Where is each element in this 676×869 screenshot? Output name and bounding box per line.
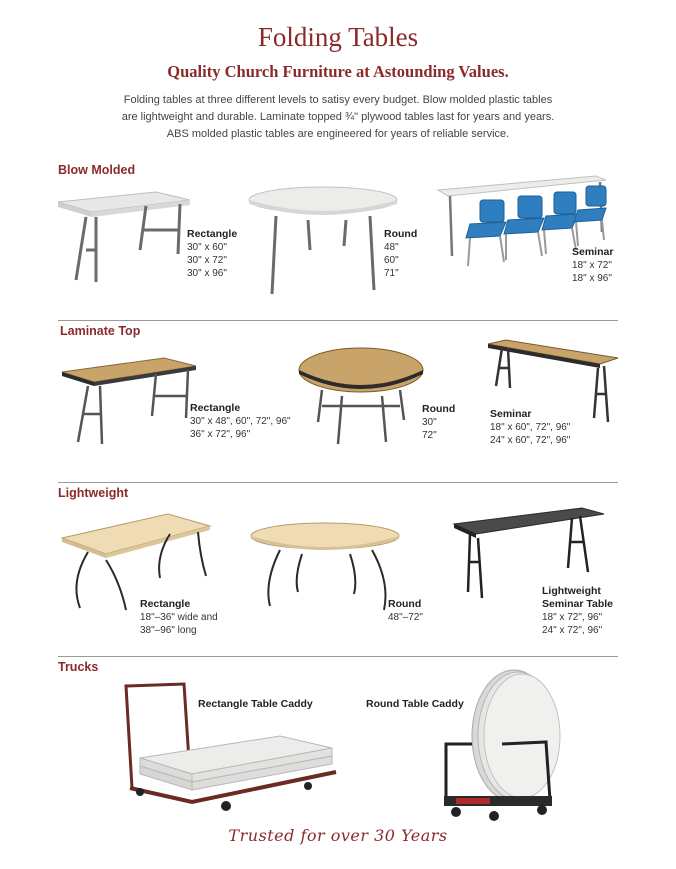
laminate-seminar-size-1: 18" x 60", 72", 96": [490, 422, 571, 433]
lightweight-seminar-size-2: 24" x 72", 96": [542, 625, 603, 636]
blow-molded-seminar-label: [572, 246, 613, 285]
lightweight-seminar-size-1: 18" x 72", 96": [542, 612, 603, 623]
laminate-seminar-name: Seminar: [490, 408, 532, 420]
page-title: Folding Tables: [257, 22, 419, 52]
laminate-rectangle-size-1: 30" x 48", 60", 72", 96": [190, 416, 291, 427]
lightweight-seminar-name-line-2: Seminar Table: [542, 598, 613, 610]
blow-molded-rectangle-size-3: 30" x 96": [187, 268, 227, 279]
lightweight-round-table-image: [250, 522, 400, 614]
intro-line-2: are lightweight and durable. Laminate topped ¾" plywood tables last for years and years.: [121, 111, 555, 123]
blow-molded-rectangle-label: [187, 228, 237, 280]
lightweight-rectangle-size-1: 18"–36" wide and: [140, 612, 218, 623]
lightweight-round-label: [388, 598, 423, 624]
blow-molded-seminar-name: Seminar: [572, 246, 614, 258]
laminate-rectangle-label: [190, 402, 291, 441]
blow-molded-round-size-1: 48": [384, 242, 399, 253]
blow-molded-rectangle-name: Rectangle: [187, 228, 238, 240]
laminate-round-size-1: 30": [422, 417, 437, 428]
blow-molded-seminar-size-1: 18" x 72": [572, 260, 612, 271]
lightweight-round-name: Round: [388, 598, 422, 610]
lightweight-seminar-label: [542, 585, 613, 637]
round-table-caddy-image: [442, 670, 560, 822]
lightweight-rectangle-label: [140, 598, 218, 637]
laminate-round-label: [422, 403, 455, 442]
blow-molded-rectangle-size-2: 30" x 72": [187, 255, 227, 266]
blow-molded-rectangle-size-1: 30" x 60": [187, 242, 227, 253]
laminate-round-table-image: [298, 346, 424, 450]
lightweight-round-size-1: 48"–72": [388, 612, 423, 623]
section-heading-lightweight: Lightweight: [58, 486, 129, 500]
lightweight-rectangle-size-2: 38"–96" long: [140, 625, 197, 636]
lightweight-rectangle-name: Rectangle: [140, 598, 191, 610]
blow-molded-round-table-image: [248, 186, 400, 296]
blow-molded-rectangle-table-image: [56, 190, 196, 290]
footer-tagline: Trusted for over 30 Years: [228, 826, 448, 845]
blow-molded-round-name: Round: [384, 228, 418, 240]
blow-molded-round-label: [384, 228, 417, 280]
laminate-seminar-size-2: 24" x 60", 72", 96": [490, 435, 571, 446]
section-divider-2: [58, 482, 618, 483]
page-subtitle: Quality Church Furniture at Astounding Values.: [167, 62, 509, 81]
laminate-round-name: Round: [422, 403, 456, 415]
intro-line-1: Folding tables at three different levels to satisy every budget. Blow molded plastic tables: [123, 94, 553, 106]
blow-molded-round-size-2: 60": [384, 255, 399, 266]
intro-line-3: ABS molded plastic tables are engineered for years of reliable service.: [166, 128, 510, 140]
round-table-caddy-label: Round Table Caddy: [366, 698, 464, 710]
section-heading-blow-molded: Blow Molded: [58, 163, 136, 177]
section-divider-1: [58, 320, 618, 321]
rectangle-table-caddy-label: Rectangle Table Caddy: [198, 698, 313, 710]
laminate-rectangle-table-image: [60, 356, 202, 448]
laminate-rectangle-name: Rectangle: [190, 402, 241, 414]
section-heading-trucks: Trucks: [58, 660, 99, 674]
blow-molded-round-size-3: 71": [384, 268, 399, 279]
intro-paragraph: [100, 92, 576, 143]
laminate-rectangle-size-2: 36" x 72", 96": [190, 429, 251, 440]
laminate-round-size-2: 72": [422, 430, 437, 441]
blow-molded-seminar-size-2: 18" x 96": [572, 273, 612, 284]
section-heading-laminate-top: Laminate Top: [60, 324, 141, 338]
laminate-seminar-label: [490, 408, 570, 447]
section-divider-3: [58, 656, 618, 657]
lightweight-seminar-name-line-1: Lightweight: [542, 585, 601, 597]
